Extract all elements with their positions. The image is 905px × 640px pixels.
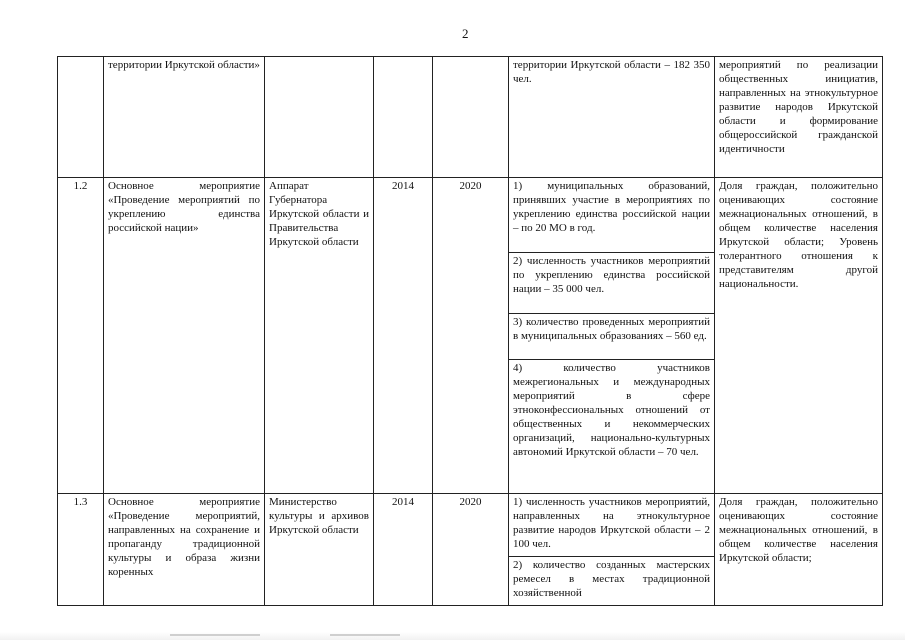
executor: Аппарат Губернатора Иркутской области и Правительства Иркутской области xyxy=(269,180,369,248)
column-border xyxy=(264,56,265,606)
indicator-divider xyxy=(508,359,714,360)
indicator-item: 2) численность участников мероприятий по укреплению единства российской нации – 35 000 чел. xyxy=(513,255,710,295)
measure-name: территории Иркутской области» xyxy=(108,59,260,71)
page-number: 2 xyxy=(462,26,469,41)
indicator-item: 4) количество участников межрегиональных и международных мероприятий в сфере этноконфессиональных отношений от общественных и некоммерческих организаций, национально-культурных автономий Иркутской области – 70 чел. xyxy=(513,362,710,458)
indicator-divider xyxy=(508,556,714,557)
table-bottom-border xyxy=(57,605,883,606)
start-year: 2014 xyxy=(392,180,414,192)
indicator-divider xyxy=(508,313,714,314)
row-number: 1.3 xyxy=(73,496,88,508)
expected-results: Доля граждан, положительно оценивающих состояние межнациональных отношений, в общем количестве населения Иркутской области; Уровень толерантного отношения к представителям другой национальности. xyxy=(719,180,878,290)
scan-artifact xyxy=(170,634,260,636)
row-divider xyxy=(57,177,883,178)
column-border xyxy=(508,56,509,606)
end-year: 2020 xyxy=(459,180,482,192)
table-top-border xyxy=(57,56,883,57)
column-border xyxy=(373,56,374,606)
column-border xyxy=(432,56,433,606)
column-border xyxy=(714,56,715,606)
indicator-item: 2) количество созданных мастерских ремесел в местах традиционной хозяйственной xyxy=(513,559,710,599)
start-year: 2014 xyxy=(392,496,414,508)
indicator-item: 3) количество проведенных мероприятий в муниципальных образованиях – 560 ед. xyxy=(513,316,710,342)
scan-edge xyxy=(0,632,905,640)
column-border xyxy=(57,56,58,606)
indicator-item: территории Иркутской области – 182 350 чел. xyxy=(513,59,710,85)
row-number: 1.2 xyxy=(73,180,88,192)
indicator-item: 1) муниципальных образований, принявших участие в мероприятиях по укреплению единства российской нации – по 20 МО в год. xyxy=(513,180,710,234)
measure-name: Основное мероприятие «Проведение мероприятий по укреплению единства российской нации» xyxy=(108,180,260,234)
expected-results: мероприятий по реализации общественных инициатив, направленных на этнокультурное развитие народов Иркутской области и формирование общероссийской гражданской идентичности xyxy=(719,59,878,155)
row-divider xyxy=(57,493,883,494)
end-year: 2020 xyxy=(459,496,482,508)
measure-name: Основное мероприятие «Проведение мероприятий, направленных на сохранение и пропаганду традиционной культуры и образа жизни коренных xyxy=(108,496,260,578)
scan-artifact xyxy=(330,634,400,636)
indicator-divider xyxy=(508,252,714,253)
indicator-item: 1) численность участников мероприятий, направленных на этнокультурное развитие народов Иркутской области – 2 100 чел. xyxy=(513,496,710,550)
executor: Министерство культуры и архивов Иркутской области xyxy=(269,496,369,536)
column-border xyxy=(882,56,883,606)
column-border xyxy=(103,56,104,606)
expected-results: Доля граждан, положительно оценивающих состояние межнациональных отношений, в общем количестве населения Иркутской области; xyxy=(719,496,878,564)
